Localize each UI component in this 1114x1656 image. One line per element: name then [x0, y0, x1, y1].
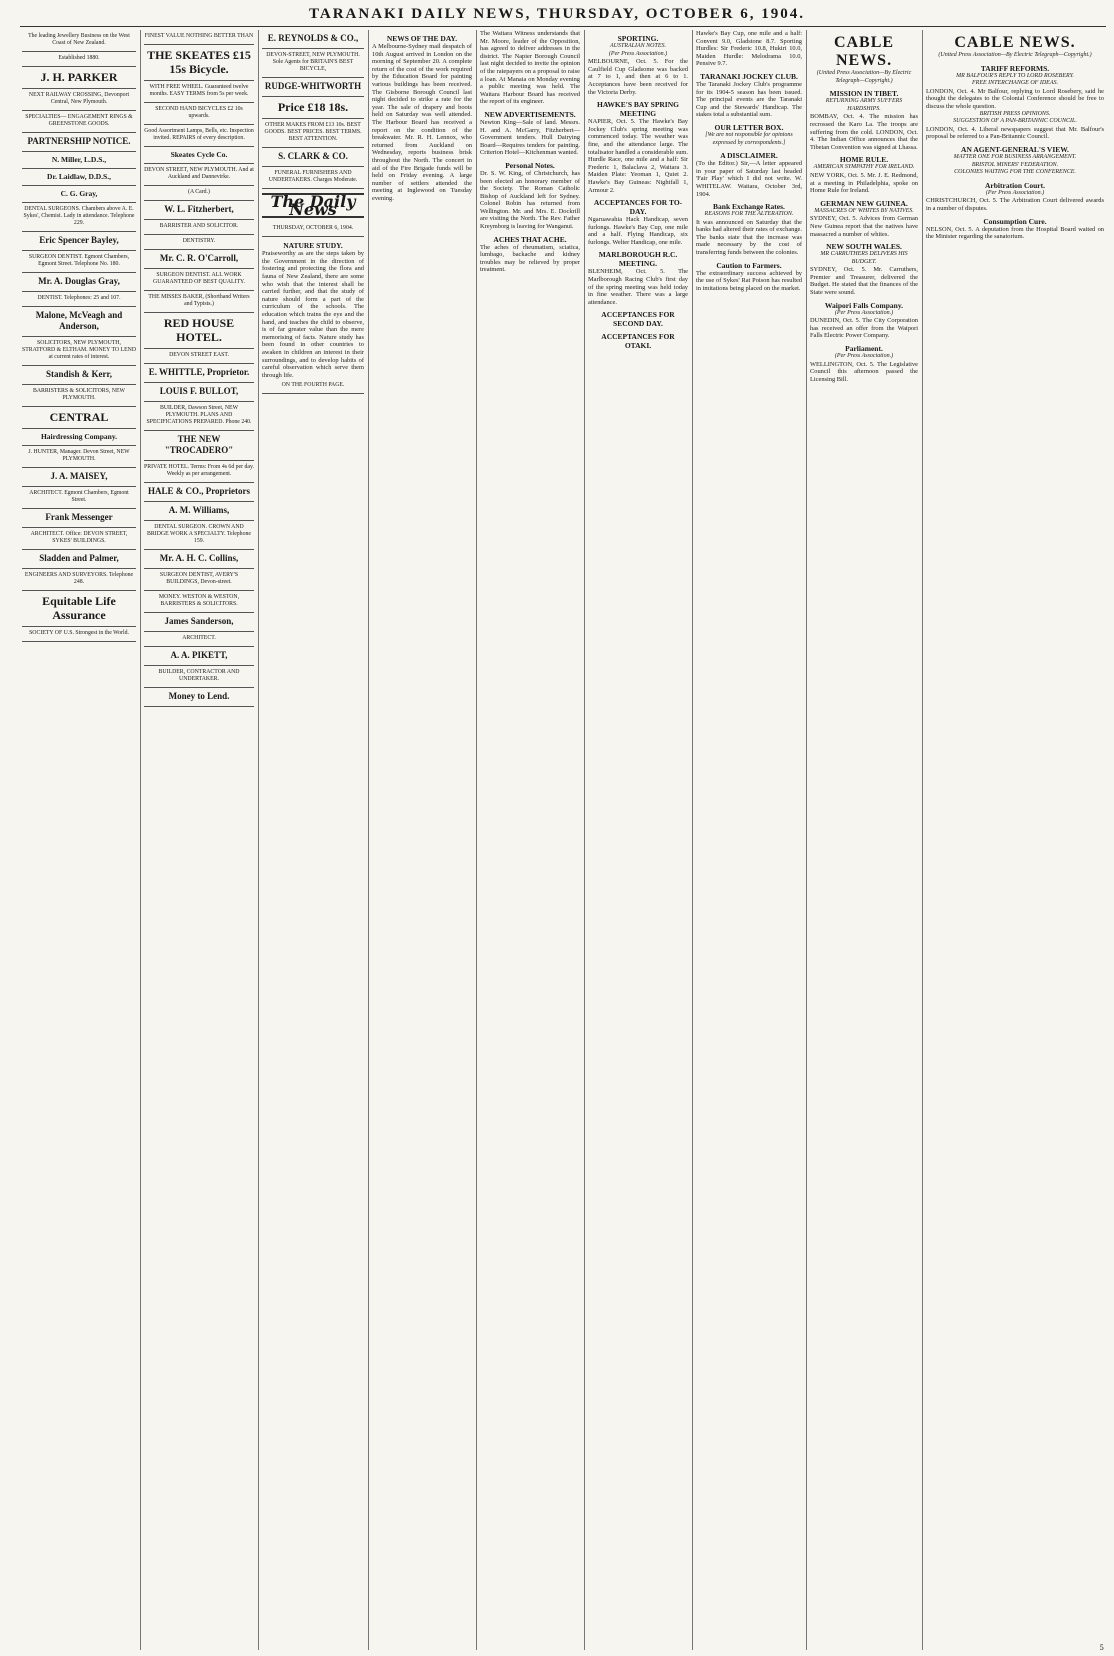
article-text: WELLINGTON, Oct. 5. The Legislative Council this afternoon passed the Licensing Bill. — [810, 360, 918, 383]
article-text: The extraordinary success achieved by the use of Sykes' Rat Poison has resulted in imitations being placed on the market. — [696, 269, 802, 292]
article-text: (To the Editor.) Sir,—A letter appeared in your paper of Saturday last headed 'Fair Play' which I did not write. W. WHITELAW. Waitara, October 3rd, 1904. — [696, 160, 802, 198]
advertisement — [144, 647, 254, 666]
heading: TARIFF REFORMS. — [980, 63, 1050, 73]
heading: Waipori Falls Company. — [824, 300, 904, 310]
advertisement — [262, 148, 364, 167]
heading: NEW SOUTH WALES. — [826, 242, 902, 252]
heading: ACCEPTANCES FOR SECOND DAY. — [601, 310, 675, 329]
advertisement — [144, 147, 254, 164]
article-text: DUNEDIN, Oct. 5. The City Corporation has received an offer from the Waipori Falls Electric Power Company. — [810, 317, 918, 340]
column-rule — [140, 30, 141, 1650]
advertisement — [22, 429, 136, 446]
heading: ACCEPTANCES FOR OTAKI. — [601, 332, 675, 351]
advertisement — [144, 269, 254, 291]
heading: ACHES THAT ACHE. — [493, 234, 567, 244]
masthead: TARANAKI DAILY NEWS, THURSDAY, OCTOBER 6, 1904. — [308, 6, 806, 22]
advertisement — [144, 45, 254, 81]
ad-text: ARCHITECT. Office: DEVON STREET, SYKES' BUILDINGS. — [30, 531, 128, 544]
column-9 — [924, 30, 1106, 1650]
ad-text: ARCHITECT. Egmont Chambers, Egmont Street. — [29, 490, 129, 503]
ad-text: A. M. Williams, — [168, 505, 230, 515]
ad-text: Sladden and Palmer, — [39, 553, 119, 563]
article-text: LONDON, Oct. 4. Liberal newspapers suggest that Mr. Balfour's proposal be referred to a Pan-Britannic Council. — [926, 125, 1104, 141]
ad-text: E. REYNOLDS & CO., — [267, 33, 359, 43]
ad-text: OTHER MAKES FROM £13 10s. BEST GOODS. BEST PRICES. BEST TERMS. BEST ATTENTION. — [264, 122, 362, 142]
ad-text: SOLICITORS, NEW PLYMOUTH, STRATFORD & ELTHAM. MONEY TO LEND at current rates of interest. — [22, 340, 137, 360]
advertisement — [22, 251, 136, 273]
advertisement — [22, 509, 136, 528]
ad-text: Mr. A. H. C. Collins, — [159, 553, 239, 563]
advertisement — [144, 591, 254, 613]
ad-text: Skeates Cycle Co. — [170, 150, 228, 159]
advertisement — [144, 666, 254, 688]
column-rule — [584, 30, 585, 1650]
heading: TARANAKI JOCKEY CLUB. — [700, 71, 798, 81]
heading: Consumption Cure. — [983, 216, 1047, 226]
ad-text: C. G. Gray, — [60, 189, 98, 198]
ad-text: Mr. C. R. O'Carroll, — [159, 253, 239, 263]
article-text: BOMBAY, Oct. 4. The mission has recrossed the Karo La. The troops are suffering from the cold. LONDON, Oct. 4. The Indian Office announces that the Tibetan Convention was signed at Lhassa. — [810, 113, 918, 151]
heading: AUSTRALIAN NOTES. — [609, 43, 666, 49]
article-text: Praiseworthy as are the steps taken by the Government in the direction of fostering and protecting the flora and fauna of New Zealand, there are some who wish that the interest shall be carried further, and that the study of nature should form a part of the curriculum of the schools. The education which trains the eye and the hand, and teaches the child to observe, is of far greater value than the mere memorising of facts. Nature study has been found in other countries to awaken in children an interest in their surroundings, and to develop habits of careful observation which serve them through life. — [262, 250, 364, 379]
article-text: A Melbourne-Sydney mail despatch of 10th August arrived in London on the morning of September 20. A complete return of the cost of the work required by the Education Board for painting various buildings has been received. The Gisborne Borough Council last night decided to strike a rate for the year. The sale of drapery and boots held on Saturday was well attended. The Harbour Board has received a report on the condition of the breakwater. Mr. R. H. Lennox, who returned from Auckland on Wednesday, reports business brisk throughout the North. The concert in aid of the Fire Brigade funds will be held on Friday evening. A large number of settlers attended the meeting at Inglewood on Tuesday evening. — [372, 43, 472, 202]
column-rule — [922, 30, 923, 1650]
ad-text: FINEST VALUE NOTHING BETTER THAN — [144, 33, 254, 39]
advertisement — [262, 222, 364, 237]
advertisement — [22, 111, 136, 133]
ad-text: BARRISTER AND SOLICITOR. — [159, 223, 239, 229]
page-number: 5 — [1099, 1644, 1104, 1652]
column-rule — [368, 30, 369, 1650]
heading: (United Press Association—By Electric Telegraph—Copyright.) — [938, 52, 1092, 58]
advertisement — [144, 402, 254, 431]
advertisement — [144, 461, 254, 483]
advertisement — [262, 78, 364, 97]
ad-text: Equitable Life Assurance — [42, 594, 116, 622]
article-text: It was announced on Saturday that the banks had altered their rates of exchange. The banks state that the increase was made necessary by the cost of transferring funds between the colonies. — [696, 218, 802, 257]
heading: REASONS FOR THE ALTERATION. — [704, 211, 794, 218]
ad-text: Standish & Kerr, — [46, 369, 112, 379]
ad-text: DENTAL SURGEONS. Chambers above A. E. Sykes', Chemist. Lady in attendance. Telephone 229. — [23, 206, 135, 226]
advertisement — [144, 502, 254, 521]
advertisement — [144, 103, 254, 125]
advertisement — [22, 307, 136, 337]
advertisement — [144, 364, 254, 383]
heading: MISSION IN TIBET. — [829, 89, 899, 99]
ad-text: NEXT RAILWAY CROSSING, Devonport Central, New Plymouth. — [28, 92, 130, 105]
column-7 — [694, 30, 804, 1650]
article-text: BLENHEIM, Oct. 5. The Marlborough Racing Club's first day of the spring meeting was held today in fine weather. There was a large attendance. — [588, 268, 688, 306]
ad-text: J. A. MAISEY, — [50, 471, 108, 481]
advertisement — [144, 632, 254, 647]
ad-text: The leading Jewellery Business on the West Coast of New Zealand. — [28, 33, 130, 46]
heading: MR BALFOUR'S REPLY TO LORD ROSEBERY. — [956, 72, 1074, 79]
ad-text: THE MISSES BAKER, (Shorthand Writers and Typists.) — [148, 294, 250, 307]
article-text: CHRISTCHURCH, Oct. 5. The Arbitration Court delivered awards in a number of disputes. — [926, 197, 1104, 212]
ad-text: PRIVATE HOTEL. Terms: From 4s 6d per day. Weekly as per arrangement. — [144, 464, 254, 477]
masthead-rule — [20, 26, 1106, 27]
heading: MR CARRUTHERS DELIVERS HIS BUDGET. — [820, 251, 908, 265]
article-text: Ngaruawahia Hack Handicap, seven furlongs. Hawke's Bay Cup, one mile and a half. Flying Handicap, six furlongs. Welter Handicap, one mile. — [588, 216, 688, 246]
advertisement — [22, 591, 136, 627]
ad-text: ARCHITECT. — [182, 635, 216, 641]
advertisement — [144, 164, 254, 186]
ad-text: Money to Lend. — [168, 691, 230, 701]
column-3 — [260, 30, 366, 1650]
advertisement — [22, 169, 136, 186]
ad-text: ON THE FOURTH PAGE. — [281, 382, 345, 389]
column-rule — [692, 30, 693, 1650]
advertisement — [22, 569, 136, 591]
article-text: NAPIER, Oct. 5. The Hawke's Bay Jockey Club's spring meeting was commenced today. The weather was fine, and the attendance large. The totalisator handled a considerable sum. Hurdle Race, one mile and a half: Sir Frederic 1, Balaclava 2, Waitara 3. Maiden Plate: Yeoman 1, Quiet 2. Hawke's Bay Guineas: Nightfall 1, Armour 2. — [588, 118, 688, 194]
advertisement — [22, 468, 136, 487]
advertisement — [22, 52, 136, 67]
article-text: NEW YORK, Oct. 5. Mr. J. E. Redmond, at a meeting in Philadelphia, spoke on Home Rule for Ireland. — [810, 171, 918, 195]
ad-text: WITH FREE WHEEL. Guaranteed twelve months. EASY TERMS from 5s per week. — [149, 84, 249, 97]
ad-text: Eric Spencer Bayley, — [39, 235, 119, 245]
heading: (United Press Association—By Electric Telegraph—Copyright.) — [816, 70, 912, 84]
heading: (Per Press Association.) — [834, 309, 894, 316]
advertisement — [144, 313, 254, 349]
ad-text: Price £18 18s. — [277, 100, 349, 114]
advertisement — [22, 232, 136, 251]
ad-text: J. H. PARKER — [40, 70, 118, 84]
heading: FREE INTERCHANGE OF IDEAS. — [972, 80, 1058, 87]
ad-text: RUDGE-WHITWORTH — [264, 81, 362, 91]
ad-text: BUILDER, Dawson Street, NEW PLYMOUTH. PLANS AND SPECIFICATIONS PREPARED. Phone 240. — [146, 405, 252, 425]
heading: [We are not responsible for opinions expressed by correspondents.] — [705, 131, 793, 146]
advertisement — [144, 201, 254, 220]
ad-text: N. Miller, L.D.S., — [51, 155, 107, 164]
heading: Bank Exchange Rates. — [713, 202, 785, 212]
column-6 — [586, 30, 690, 1650]
heading: RETURNING ARMY SUFFERS HARDSHIPS. — [825, 98, 903, 112]
advertisement — [22, 487, 136, 509]
heading: COLONIES WAITING FOR THE CONFERENCE. — [954, 169, 1076, 176]
ad-text: E. WHITTLE, Proprietor. — [148, 367, 250, 377]
heading: SUGGESTION OF A PAN-BRITANNIC COUNCIL. — [953, 118, 1077, 125]
advertisement — [22, 30, 136, 52]
advertisement — [144, 220, 254, 235]
advertisement — [144, 521, 254, 550]
advertisement — [22, 627, 136, 642]
heading: GERMAN NEW GUINEA. — [820, 198, 908, 208]
advertisement — [144, 569, 254, 591]
ad-text: DENTISTRY. — [182, 238, 216, 244]
heading: OUR LETTER BOX. — [714, 122, 784, 132]
heading: Personal Notes. — [505, 160, 555, 170]
heading: MASSACRES OF WHITES BY NATIVES. — [814, 207, 914, 214]
ad-text: Established 1880. — [58, 55, 100, 61]
column-4 — [370, 30, 474, 1650]
advertisement — [262, 49, 364, 78]
article-text: Hawke's Bay Cup, one mile and a half: Convent 9.0, Gladstone 8.7. Sporting Hurdles: Sir Frederic 10.8, Hukiri 10.0, Maiden Hurdle: Melodrama 10.0, Pensive 9.7. — [696, 30, 802, 68]
heading: Caution to Farmers. — [716, 260, 782, 270]
advertisement — [144, 550, 254, 569]
heading: NEWS OF THE DAY. — [386, 34, 458, 43]
advertisement — [22, 186, 136, 203]
ad-text: J. HUNTER, Manager. Devon Street, NEW PLYMOUTH. — [28, 449, 130, 462]
ad-text: LOUIS F. BULLOT, — [159, 386, 239, 396]
ad-text: SURGEON DENTIST, AVERY'S BUILDINGS, Devon-street. — [159, 572, 239, 585]
article-text: NELSON, Oct. 5. A deputation from the Hospital Board waited on the Minister regarding the sanatorium. — [926, 225, 1104, 241]
advertisement — [22, 133, 136, 152]
ad-text: Hairdressing Company. — [40, 432, 118, 441]
advertisement — [22, 528, 136, 550]
article-text: Newton King—Sale of land. Messrs. H. and A. McGarry, Fitzherbert—Government tenders. Hull Dairying Board—Requires tenders for painting. Criterion Hotel—Kitchenman wanted. — [480, 118, 580, 157]
heading: Parliament. — [845, 344, 883, 354]
heading: NATURE STUDY. — [283, 241, 343, 251]
ad-text: DEVON STREET EAST. — [169, 352, 229, 358]
advertisement — [262, 30, 364, 49]
ad-text: Frank Messenger — [45, 512, 113, 522]
advertisement — [144, 125, 254, 147]
ad-text: SOCIETY OF U.S. Strongest in the World. — [29, 630, 129, 636]
ad-text: Malone, McVeagh and Anderson, — [35, 310, 123, 331]
ad-text: RED HOUSE HOTEL. — [163, 316, 235, 344]
article-text: The Taranaki Jockey Club's programme for its 1904-5 season has been issued. The principal events are the Taranaki Cup and the Stewards' Handicap. The stakes total a substantial sum. — [696, 80, 802, 119]
heading: MARLBOROUGH R.C. MEETING. — [598, 250, 678, 269]
heading: HOME RULE. — [839, 155, 889, 165]
ad-text: ENGINEERS AND SURVEYORS. Telephone 248. — [24, 572, 134, 585]
heading: ACCEPTANCES FOR TO-DAY. — [593, 198, 683, 217]
ad-text: SURGEON DENTIST. ALL WORK GUARANTEED OF BEST QUALITY. — [153, 272, 245, 285]
advertisement — [144, 291, 254, 313]
newspaper-logo: The Daily News — [262, 193, 364, 218]
ad-text: S. CLARK & CO. — [278, 151, 348, 161]
column-2 — [142, 30, 256, 1650]
advertisement — [262, 167, 364, 189]
heading: CABLE NEWS. — [833, 34, 895, 69]
advertisement — [144, 250, 254, 269]
heading: HAWKE'S BAY SPRING MEETING — [597, 100, 679, 119]
heading: BRITISH PRESS OPINIONS. — [979, 110, 1051, 117]
advertisement — [144, 349, 254, 364]
advertisement — [144, 483, 254, 502]
ad-text: PARTNERSHIP NOTICE. — [27, 136, 131, 146]
heading: SPORTING. — [617, 34, 659, 43]
article-text: MELBOURNE, Oct. 5. For the Caulfield Cup Gladsome was backed at 7 to 1, and then at 6 to 1. Acceptances have been received for the Victoria Derby. — [588, 58, 688, 96]
advertisement — [262, 119, 364, 148]
advertisement — [22, 446, 136, 468]
advertisement — [22, 366, 136, 385]
ad-text: MONEY. WESTON & WESTON, BARRISTERS & SOLICITORS. — [158, 594, 240, 607]
advertisement — [144, 613, 254, 632]
advertisement — [22, 89, 136, 111]
ad-text: A. A. PIKETT, — [170, 650, 228, 660]
column-1 — [20, 30, 138, 1650]
advertisement — [22, 203, 136, 232]
advertisement — [22, 385, 136, 407]
ad-text: W. L. Fitzherbert, — [164, 204, 234, 214]
advertisement — [262, 379, 364, 394]
ad-text: Good Assortment Lamps, Bells, etc. Inspection invited. REPAIRS of every description. — [144, 128, 254, 141]
ad-text: BARRISTERS & SOLICITORS, NEW PLYMOUTH. — [32, 388, 125, 401]
advertisement — [144, 186, 254, 201]
heading: AN AGENT-GENERAL'S VIEW. — [961, 144, 1069, 154]
ad-text: HALE & CO., Proprietors — [147, 486, 251, 496]
advertisement — [22, 337, 136, 366]
ad-text: FUNERAL FURNISHERS AND UNDERTAKERS. Charges Moderate. — [268, 170, 358, 183]
advertisement — [144, 235, 254, 250]
advertisement — [144, 688, 254, 707]
column-8 — [808, 30, 920, 1650]
heading: (Per Press Association.) — [834, 353, 894, 360]
advertisement — [144, 383, 254, 402]
article-text: LONDON, Oct. 4. Mr Balfour, replying to Lord Rosebery, said he thought the delegates to the Colonial Conference should be free to discuss the whole question. — [926, 87, 1104, 110]
ad-text: Dr. Laidlaw, D.D.S., — [47, 172, 111, 181]
advertisement — [144, 81, 254, 103]
ad-text: DEVON-STREET, NEW PLYMOUTH. Sole Agents for BRITAIN'S BEST BICYCLE, — [266, 52, 360, 72]
article-text: The aches of rheumatism, sciatica, lumbago, backache and kidney troubles may be relieved by proper treatment. — [480, 243, 580, 274]
ad-text: (A Card.) — [188, 189, 210, 195]
ad-text: SURGEON DENTIST. Egmont Chambers, Egmont Street. Telephone No. 180. — [28, 254, 130, 267]
advertisement — [22, 407, 136, 429]
heading: A DISCLAIMER. — [720, 151, 778, 161]
ad-text: James Sanderson, — [164, 616, 234, 626]
heading: (Per Press Association.) — [608, 50, 668, 57]
ad-text: THE NEW "TROCADERO" — [164, 434, 234, 455]
article-text: Dr. S. W. King, of Christchurch, has been elected an honorary member of the Society. The Roman Catholic Bishop of Auckland left for Sydney. Colonel Robin has returned from Wellington. Mr. and Mrs. E. Dockrill are visiting the North. The Rev. Father Kreymborg is leaving for Wanganui. — [480, 169, 580, 231]
ad-text: DEVON STREET, NEW PLYMOUTH. And at Auckland and Dannevirke. — [144, 167, 254, 180]
ad-text: BUILDER, CONTRACTOR AND UNDERTAKER. — [158, 669, 240, 682]
heading: Arbitration Court. — [985, 180, 1045, 190]
advertisement — [22, 152, 136, 169]
article-text: SYDNEY, Oct. 5. Advices from German New Guinea report that the natives have massacred a number of whites. — [810, 215, 918, 238]
ad-text: DENTIST. Telephones: 25 and 107. — [37, 295, 121, 301]
heading: NEW ADVERTISEMENTS. — [484, 109, 576, 119]
column-rule — [476, 30, 477, 1650]
advertisement — [22, 550, 136, 569]
ad-text: CENTRAL — [49, 410, 109, 424]
heading: AMERICAN SYMPATHY FOR IRELAND. — [813, 164, 915, 171]
ad-text: SECOND HAND BICYCLES £2 10s upwards. — [155, 106, 243, 119]
heading: MATTER ONE FOR BUSINESS ARRANGEMENT. — [953, 153, 1077, 160]
article-text: SYDNEY, Oct. 5. Mr. Carruthers, Premier and Treasurer, delivered the Budget. He stated that the finances of the State were sound. — [810, 266, 918, 297]
heading: BRISTOL MINERS' FEDERATION. — [971, 161, 1059, 168]
heading: (Per Press Association.) — [985, 189, 1045, 196]
ad-text: THE SKEATES £15 15s Bicycle. — [147, 48, 251, 76]
advertisement — [144, 431, 254, 461]
advertisement — [144, 30, 254, 45]
heading: CABLE NEWS. — [954, 34, 1076, 51]
ad-text: DENTAL SURGEON. CROWN AND BRIDGE WORK A SPECIALTY. Telephone 159. — [147, 524, 251, 544]
advertisement — [22, 67, 136, 89]
article-text: The Waitara Witness understands that Mr. Moore, leader of the Opposition, has agreed to deliver addresses in the district. The Napier Borough Council last night decided to invite the opinion of the ratepayers on a proposal to raise a loan. At Manaia on Monday evening a public meeting was held. The Waitara Harbour Board has received the report of its engineer. — [480, 30, 580, 106]
ad-text: Mr. A. Douglas Gray, — [38, 276, 120, 286]
advertisement — [262, 97, 364, 119]
advertisement — [22, 273, 136, 292]
ad-text: SPECIALTIES— ENGAGEMENT RINGS & GREENSTONE GOODS. — [25, 114, 133, 127]
column-rule — [258, 30, 259, 1650]
ad-text: THURSDAY, OCTOBER 6, 1904. — [272, 225, 354, 232]
column-rule — [806, 30, 807, 1650]
advertisement — [22, 292, 136, 307]
column-5 — [478, 30, 582, 1650]
